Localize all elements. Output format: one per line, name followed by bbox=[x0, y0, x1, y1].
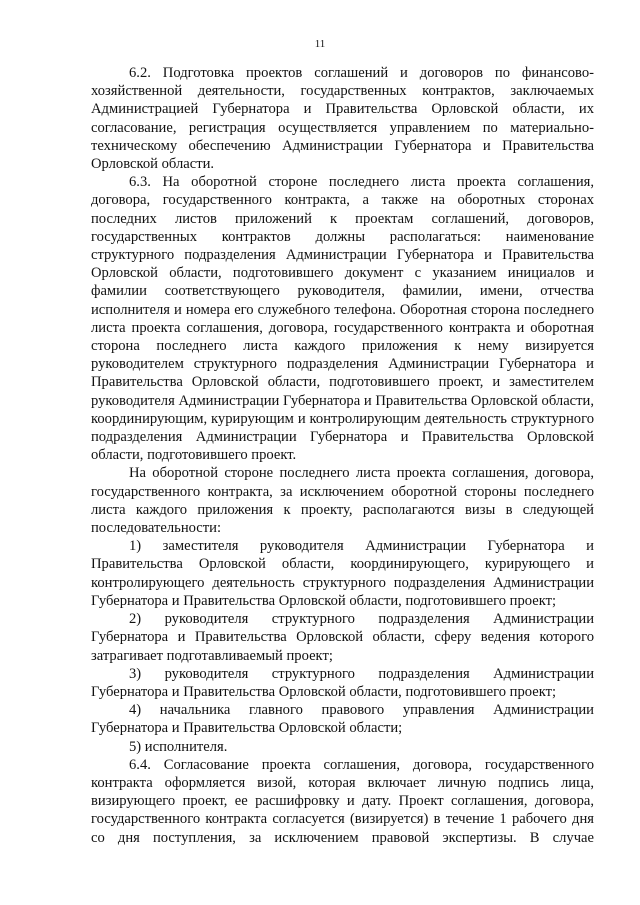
paragraph-6-3: 6.3. На оборотной стороне последнего листа проекта соглашения, договора, государственного контракта, а также на оборотных сторонах последних листов приложений к проектам соглашений, договоров, государственных контрактов должны располагаться: наименование структурного подразделения Администрации Губернатора и Правительства Орловской области, подготовившего документ с указанием инициалов и фамилии соответствующего руководителя, фамилии, имени, отчества исполнителя и номера его служебного телефона. Оборотная сторона последнего листа проекта соглашения, договора, государственного контракта и оборотная сторона последнего листа каждого приложения к нему визируется руководителем структурного подразделения Администрации Губернатора и Правительства Орловской области, подготовившего проект, и заместителем руководителя Администрации Губернатора и Правительства Орловской области, координирующим, курирующим и контролирующим деятельность структурного подразделения Администрации Губернатора и Правительства Орловской области, подготовившего проект. bbox=[91, 174, 594, 464]
list-item-4: 4) начальника главного правового управления Администрации Губернатора и Правительства Орловской области; bbox=[91, 702, 594, 737]
list-item-2: 2) руководителя структурного подразделения Администрации Губернатора и Правительства Орловской области, сферу ведения которого затрагивает подготавливаемый проект; bbox=[91, 611, 594, 664]
paragraph-6-4: 6.4. Согласование проекта соглашения, договора, государственного контракта оформляется визой, которая включает личную подпись лица, визирующего проект, ее расшифровку и дату. Проект соглашения, договора, государственного контракта согласуется (визируется) в течение 1 рабочего дня со дня поступления, за исключением правовой экспертизы. В случае bbox=[91, 756, 594, 846]
document-body bbox=[91, 64, 594, 847]
list-item-3: 3) руководителя структурного подразделения Администрации Губернатора и Правительства Орловской области, подготовившего проект; bbox=[91, 665, 594, 700]
list-item-1: 1) заместителя руководителя Администрации Губернатора и Правительства Орловской области, координирующего, курирующего и контролирующего деятельность структурного подразделения Администрации Губернатора и Правительства Орловской области, подготовившего проект; bbox=[91, 538, 594, 609]
paragraph-visa-order: На оборотной стороне последнего листа проекта соглашения, договора, государственного контракта, за исключением оборотной стороны последнего листа каждого приложения к проекту, располагаются визы в следующей последовательности: bbox=[91, 465, 594, 537]
list-item-5: 5) исполнителя. bbox=[129, 738, 228, 755]
paragraph-6-2: 6.2. Подготовка проектов соглашений и договоров по финансово-хозяйственной деятельности, государственных контрактов, заключаемых Администрацией Губернатора и Правительства Орловской области, их согласование, регистрация осуществляется управлением по материально-техническому обеспечению Администрации Губернатора и Правительства Орловской области. bbox=[91, 65, 594, 173]
page-number: 11 bbox=[314, 38, 326, 50]
